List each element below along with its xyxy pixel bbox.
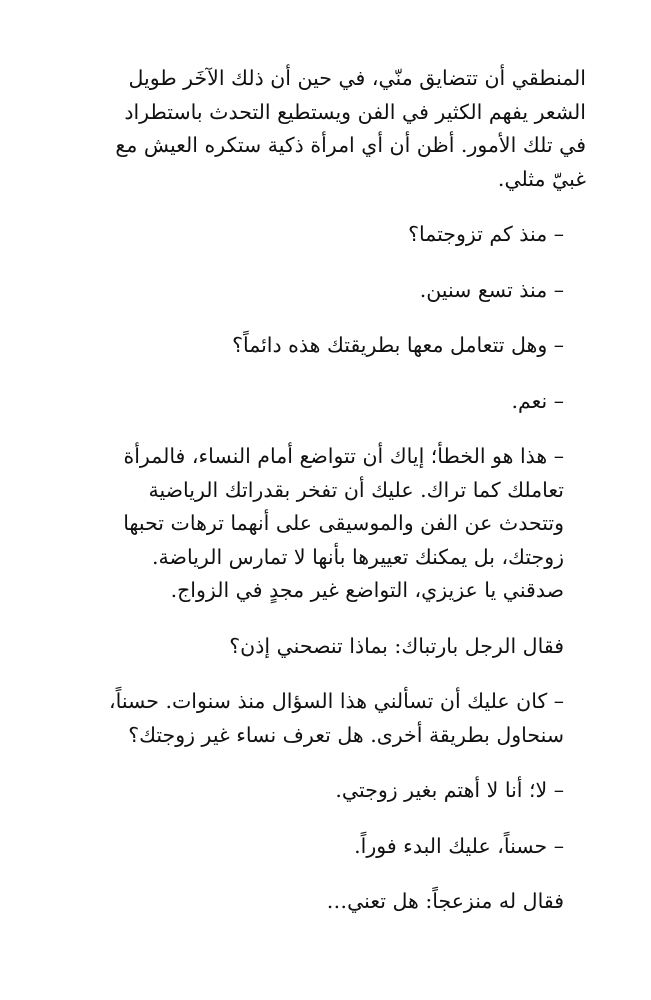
dialogue-paragraph [65,830,586,864]
text-line: – منذ كم تزوجتما؟ [408,222,564,246]
text-line: – حسناً، عليك البدء فوراً. [354,833,564,858]
text-line: زوجتك، بل يمكنك تعييرها بأنها لا تمارس الرياضة. [152,544,564,569]
text-line: – منذ تسع سنين. [419,277,564,302]
narration-paragraph [65,630,586,664]
text-line: سنحاول بطريقة أخرى. هل تعرف نساء غير زوجتك؟ [128,722,564,747]
text-line: غبيّ مثلي. [497,166,586,191]
text-line: – كان عليك أن تسألني هذا السؤال منذ سنوات. حسناً، [108,689,564,713]
dialogue-paragraph [65,274,586,308]
narration-paragraph [65,885,586,919]
text-line: فقال له منزعجاً: هل تعني… [326,889,564,913]
dialogue-paragraph [65,774,586,808]
dialogue-paragraph [65,685,586,752]
text-line: – لا؛ أنا لا أهتم بغير زوجتي. [335,778,564,802]
dialogue-paragraph [65,329,586,363]
text-line: صدقني يا عزيزي، التواضع غير مجدٍ في الزواج. [170,578,564,602]
dialogue-paragraph [65,440,586,608]
text-line: – نعم. [511,388,564,413]
text-line: فقال الرجل بارتباك: بماذا تنصحني إذن؟ [229,633,564,658]
text-line: – هذا هو الخطأ؛ إياك أن تتواضع أمام النساء، فالمرأة [123,444,564,468]
text-line: – وهل تتعامل معها بطريقتك هذه دائماً؟ [232,333,564,357]
text-line: المنطقي أن تتضايق منّي، في حين أن ذلك الآخَر طويل [128,66,586,90]
text-line: الشعر يفهم الكثير في الفن ويستطيع التحدث باستطراد [124,99,586,124]
text-line: تعاملك كما تراك. عليك أن تفخر بقدراتك الرياضية [148,477,564,502]
dialogue-paragraph [65,385,586,419]
paragraph-continuation [65,62,586,196]
dialogue-paragraph [65,218,586,252]
text-line: في تلك الأمور. أظن أن أي امرأة ذكية ستكره العيش مع [115,133,586,157]
text-line: وتتحدث عن الفن والموسيقى على أنهما ترهات تحبها [123,511,564,535]
